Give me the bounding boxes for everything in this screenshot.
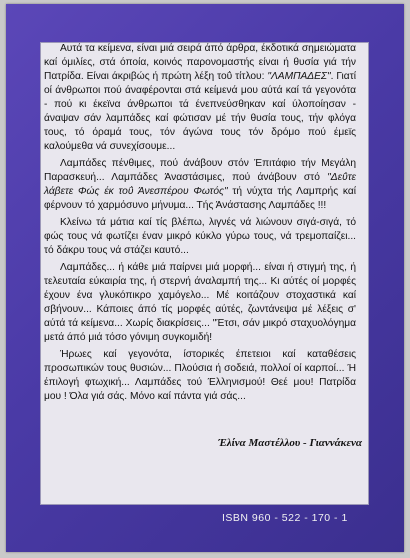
hymn-quote: "Δεΰτε λάβετε Φώς έκ τοΰ Άνεσπέρου Φωτός" [44,172,356,197]
paragraph-3: Κλείνω τά μάτια καί τίς βλέπω, λιγνές νά λιώνουν σιγά-σιγά, τό φώς τους νά φωτίζει έναν μικρό κύκλο γύρω τους, νά τρεμοπαίζει... τό δάκρυ τους νά στάζει καυτό... [44,217,356,256]
paragraph-1: Αυτά τα κείμενα, είναι μιά σειρά άπό άρθρα, έκδοτικά σημειώματα καί όμιλίες, στά όποία, κοινός παρονομαστής είναι ή θυσία γιά τήν Πατρίδα. Είναι άκριβώς ή πρώτη λέξη τοΰ τίτλου: "ΛΑΜΠΑΔΕΣ". Γιατί οί άνθρωποι πού άναφέρονται στά κείμενά μου αύτά καί τά γεγονότα - πού κι έκεϊνα άνθρωποι τά ένεπνεύσθηκαν καί ύλοποίησαν - άναψαν σάν λαμπάδες καί φώτισαν μέ τήν θυσία τους, τήν φλόγα τους, τό όραμά τους, τόν άγώνα τους τόν δρόμο πού έμεϊς καλούμεθα νά συνεχίσουμε... [44,43,356,152]
back-cover-text [44,42,356,407]
paragraph-2: Λαμπάδες πένθιμες, πού άνάβουν στόν Έπιτάφιο τήν Μεγάλη Παρασκευή... Λαμπάδες Άναστάσιμες, πού άνάβουν στό "Δεΰτε λάβετε Φώς έκ τοΰ Άνεσπέρου Φωτός" τή νύχτα τής Λαμπρής καί φέρνουν τό χαρμόσυνο μήνυμα... Τής Άνάστασης Λαμπάδες !!! [44,158,356,211]
author-signature: Έλίνα Μαστέλλου - Γιαννάκενα [218,437,362,449]
paragraph-4: Λαμπάδες... ή κάθε μιά παίρνει μιά μορφή... είναι ή στιγμή της, ή τελευταία εύκαιρία της, ή στερνή άναλαμπή της... Κι αύτές οί μορφές έχουν ένα γλυκόπικρο χαμόγελο... Μέ κοιτάζουν στοχαστικά καί σβήνουν... Κάποιες άπό τίς μορφές αύτές, ζωντάνεψα μέ λέξεις σ' αύτά τά κείμενα... Χωρίς διακρίσεις... "Έτσι, σάν μικρό σταχυολόγημα μετά άπό μιά τόσο γόνιμη συγκομιδή! [44,262,356,343]
paragraph-5: Ήρωες καί γεγονότα, ίστορικές έπετειοι καί καταθέσεις προσωπικών τους θυσιών... Πλούσια ή σοδειά, πολλοί οί καρποί... Ή έπιλογή φτωχική... Λαμπάδες τού Έλληνισμού! Θεέ μου! Πατρίδα μου ! Όλα γιά σάς. Μόνο καί πάντα γιά σάς... [44,349,356,402]
isbn-number: ISBN 960 - 522 - 170 - 1 [222,512,348,524]
book-title-quote: "ΛΑΜΠΑΔΕΣ" [267,71,331,82]
